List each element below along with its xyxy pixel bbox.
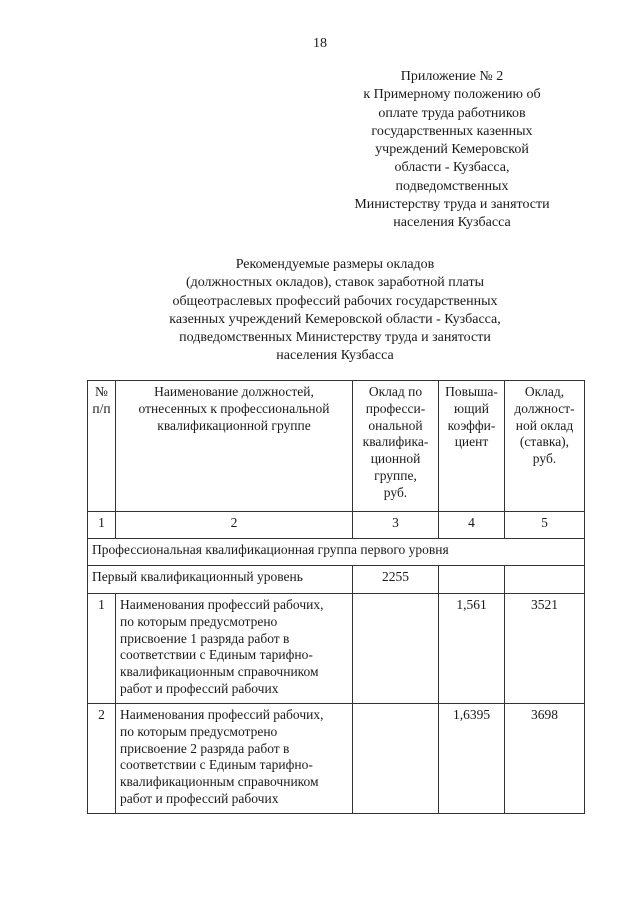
row-name: Наименования профессий рабочих, по которым предусмотрено присвоение 2 разряда работ в соответствии с Единым тарифно- квалификационным справочником работ и профессий рабочих [116,704,353,814]
appendix-line: подведомственных [395,178,509,194]
row-base-salary [353,594,439,704]
title-line: общеотраслевых профессий рабочих государственных [172,293,498,309]
row-coefficient: 1,561 [439,594,505,704]
appendix-line: Министерству труда и занятости [354,197,550,213]
header-position-name: Наименование должностей, отнесенных к профессиональной квалификационной группе [116,381,353,512]
appendix-line: населения Кузбасса [393,215,511,231]
column-number: 1 [88,512,116,539]
appendix-line: государственных казенных [371,123,533,139]
document-title [100,256,570,366]
row-name: Наименования профессий рабочих, по которым предусмотрено присвоение 1 разряда работ в соответствии с Единым тарифно- квалификационным справочником работ и профессий рабочих [116,594,353,704]
header-number: № п/п [88,381,116,512]
group-row [88,539,585,566]
column-number: 4 [439,512,505,539]
row-base-salary [353,704,439,814]
page-number: 18 [313,36,327,51]
appendix-line: области - Кузбасса, [394,160,510,176]
title-line: населения Кузбасса [276,348,394,364]
table-row [88,704,585,814]
header-coefficient: Повыша- ющий коэффи- циент [439,381,505,512]
level-salary-empty [505,566,585,594]
level-label: Первый квалификационный уровень [88,566,353,594]
row-coefficient: 1,6395 [439,704,505,814]
group-title: Профессиональная квалификационная группа первого уровня [88,539,585,566]
appendix-line: оплате труда работников [378,105,526,121]
column-number: 2 [116,512,353,539]
appendix-note [322,68,582,233]
header-salary: Оклад, должност- ной оклад (ставка), руб. [505,381,585,512]
column-number: 3 [353,512,439,539]
title-line: казенных учреждений Кемеровской области - Кузбасса, [169,311,501,327]
column-number: 5 [505,512,585,539]
level-coefficient-empty [439,566,505,594]
title-line: подведомственных Министерству труда и занятости [179,330,491,346]
column-number-row [88,512,585,539]
level-row [88,566,585,594]
table-header-row [88,381,585,512]
title-line: Рекомендуемые размеры окладов [235,257,435,272]
level-base-salary: 2255 [353,566,439,594]
appendix-line: Приложение № 2 [400,69,504,84]
row-number: 1 [88,594,116,704]
header-base-salary: Оклад по професси- ональной квалифика- ционной группе, руб. [353,381,439,512]
title-line: (должностных окладов), ставок заработной платы [185,275,485,291]
row-number: 2 [88,704,116,814]
row-salary: 3698 [505,704,585,814]
appendix-line: учреждений Кемеровской [375,142,529,158]
salary-table [87,380,585,814]
row-salary: 3521 [505,594,585,704]
appendix-line: к Примерному положению об [363,87,541,103]
table-row [88,594,585,704]
